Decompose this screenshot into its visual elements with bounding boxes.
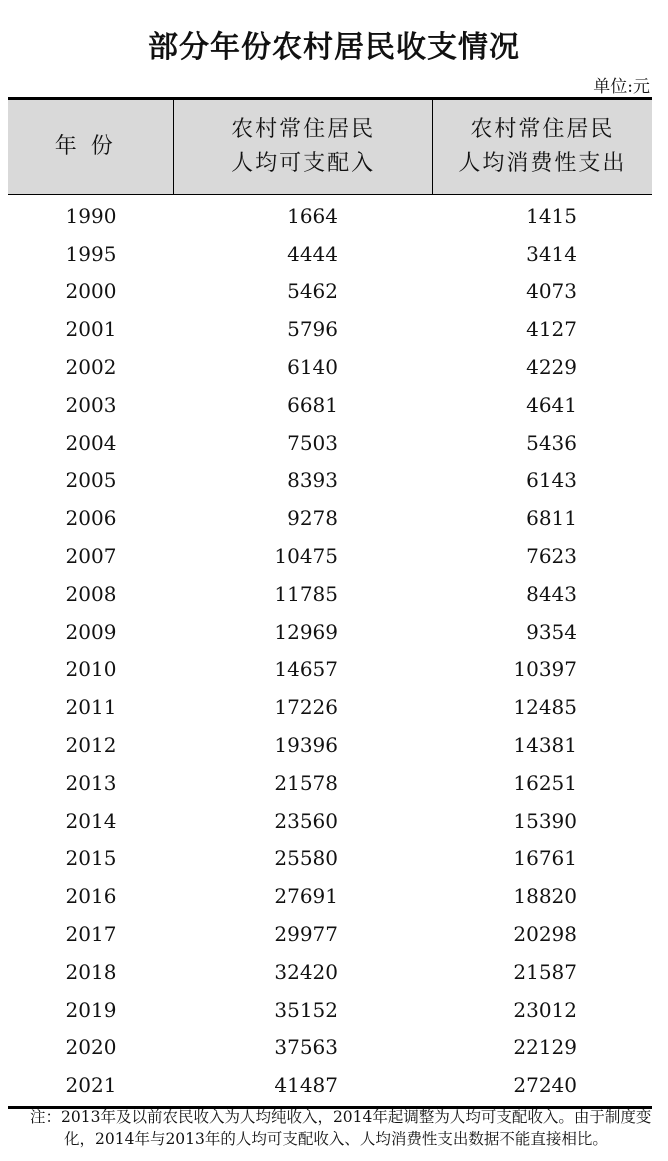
cell-expend: 20298 bbox=[513, 922, 577, 947]
cell-income: 12969 bbox=[274, 619, 338, 644]
cell-expend: 23012 bbox=[513, 997, 577, 1022]
cell-income: 6681 bbox=[287, 392, 338, 417]
header-income-line1: 农村常住居民 bbox=[231, 117, 376, 142]
cell-income: 19396 bbox=[274, 733, 338, 758]
cell-year: 2016 bbox=[65, 884, 117, 909]
cell-income: 10475 bbox=[274, 544, 338, 569]
cell-year: 2006 bbox=[65, 506, 117, 531]
cell-year: 2005 bbox=[65, 468, 117, 493]
cell-expend: 4641 bbox=[526, 392, 577, 417]
cell-income: 9278 bbox=[287, 506, 338, 531]
cell-expend: 16761 bbox=[513, 846, 577, 871]
cell-expend: 27240 bbox=[513, 1073, 577, 1098]
header-income bbox=[174, 100, 432, 194]
table-row bbox=[8, 802, 652, 840]
cell-year: 2001 bbox=[65, 317, 117, 342]
cell-year: 2021 bbox=[65, 1073, 117, 1098]
cell-year: 2010 bbox=[65, 657, 117, 682]
cell-expend: 15390 bbox=[513, 808, 577, 833]
cell-year: 2020 bbox=[65, 1035, 117, 1060]
table-row bbox=[8, 840, 652, 878]
cell-income: 37563 bbox=[274, 1035, 338, 1060]
header-expend-line2: 人均消费性支出 bbox=[458, 151, 627, 176]
table-row bbox=[8, 235, 652, 273]
table-row bbox=[8, 991, 652, 1029]
cell-year: 2008 bbox=[65, 581, 117, 606]
cell-year: 2007 bbox=[65, 544, 117, 569]
cell-year: 2004 bbox=[65, 430, 117, 455]
cell-expend: 14381 bbox=[513, 733, 577, 758]
cell-expend: 6143 bbox=[526, 468, 577, 493]
table-row bbox=[8, 953, 652, 991]
cell-year: 2013 bbox=[65, 770, 117, 795]
cell-income: 6140 bbox=[287, 355, 338, 380]
table-row bbox=[8, 575, 652, 613]
footnote-line2: 化，2014年与2013年的人均可支配收入、人均消费性支出数据不能直接相比。 bbox=[64, 1130, 608, 1148]
cell-expend: 18820 bbox=[513, 884, 577, 909]
header-income-line2: 人均可支配入 bbox=[231, 151, 376, 176]
table-body bbox=[8, 195, 652, 1106]
table-row bbox=[8, 273, 652, 311]
cell-year: 2017 bbox=[65, 922, 117, 947]
cell-income: 11785 bbox=[274, 581, 338, 606]
table-header bbox=[8, 100, 652, 195]
cell-year: 2015 bbox=[65, 846, 117, 871]
cell-expend: 22129 bbox=[513, 1035, 577, 1060]
cell-income: 27691 bbox=[274, 884, 338, 909]
table-row bbox=[8, 424, 652, 462]
cell-year: 2003 bbox=[65, 392, 117, 417]
page-title: 部分年份农村居民收支情况 bbox=[148, 30, 520, 65]
table-row bbox=[8, 537, 652, 575]
cell-income: 35152 bbox=[274, 997, 338, 1022]
cell-year: 2002 bbox=[65, 355, 117, 380]
cell-expend: 1415 bbox=[526, 203, 577, 228]
cell-expend: 12485 bbox=[513, 695, 577, 720]
table-row bbox=[8, 915, 652, 953]
cell-income: 17226 bbox=[274, 695, 338, 720]
cell-expend: 7623 bbox=[526, 544, 577, 569]
cell-income: 29977 bbox=[274, 922, 338, 947]
table-row bbox=[8, 1029, 652, 1067]
cell-income: 7503 bbox=[287, 430, 338, 455]
cell-income: 21578 bbox=[274, 770, 338, 795]
table-row bbox=[8, 310, 652, 348]
header-expend bbox=[433, 100, 652, 194]
cell-year: 2012 bbox=[65, 733, 117, 758]
cell-income: 25580 bbox=[274, 846, 338, 871]
cell-year: 2000 bbox=[65, 279, 117, 304]
cell-expend: 4229 bbox=[526, 355, 577, 380]
cell-expend: 9354 bbox=[526, 619, 577, 644]
cell-year: 1990 bbox=[65, 203, 117, 228]
cell-expend: 21587 bbox=[513, 959, 577, 984]
cell-income: 4444 bbox=[287, 241, 338, 266]
footnote-line1: 注：2013年及以前农民收入为人均纯收入，2014年起调整为人均可支配收入。由于制度变 bbox=[30, 1108, 652, 1126]
cell-year: 2014 bbox=[65, 808, 117, 833]
table-row bbox=[8, 1066, 652, 1104]
cell-income: 41487 bbox=[274, 1073, 338, 1098]
cell-expend: 6811 bbox=[526, 506, 577, 531]
cell-income: 8393 bbox=[287, 468, 338, 493]
table-row bbox=[8, 348, 652, 386]
table-row bbox=[8, 462, 652, 500]
cell-year: 2009 bbox=[65, 619, 117, 644]
cell-expend: 5436 bbox=[526, 430, 577, 455]
table-row bbox=[8, 688, 652, 726]
header-expend-line1: 农村常住居民 bbox=[470, 117, 615, 142]
table-row bbox=[8, 386, 652, 424]
cell-income: 1664 bbox=[287, 203, 338, 228]
cell-year: 2018 bbox=[65, 959, 117, 984]
table-row bbox=[8, 877, 652, 915]
table-row bbox=[8, 613, 652, 651]
cell-year: 2011 bbox=[65, 695, 117, 720]
cell-income: 5796 bbox=[287, 317, 338, 342]
table-row bbox=[8, 764, 652, 802]
table-row bbox=[8, 651, 652, 689]
cell-expend: 8443 bbox=[526, 581, 577, 606]
cell-expend: 3414 bbox=[526, 241, 577, 266]
table-row bbox=[8, 499, 652, 537]
cell-year: 1995 bbox=[65, 241, 117, 266]
data-table bbox=[8, 97, 652, 1109]
cell-expend: 4073 bbox=[526, 279, 577, 304]
unit-label: 单位:元 bbox=[593, 77, 650, 97]
cell-year: 2019 bbox=[65, 997, 117, 1022]
cell-income: 32420 bbox=[274, 959, 338, 984]
cell-income: 23560 bbox=[274, 808, 338, 833]
cell-expend: 16251 bbox=[513, 770, 577, 795]
table-row bbox=[8, 726, 652, 764]
footnote bbox=[30, 1106, 660, 1150]
cell-income: 5462 bbox=[287, 279, 338, 304]
cell-expend: 10397 bbox=[513, 657, 577, 682]
cell-income: 14657 bbox=[274, 657, 338, 682]
header-year: 年份 bbox=[8, 100, 174, 194]
cell-expend: 4127 bbox=[526, 317, 577, 342]
table-row bbox=[8, 197, 652, 235]
